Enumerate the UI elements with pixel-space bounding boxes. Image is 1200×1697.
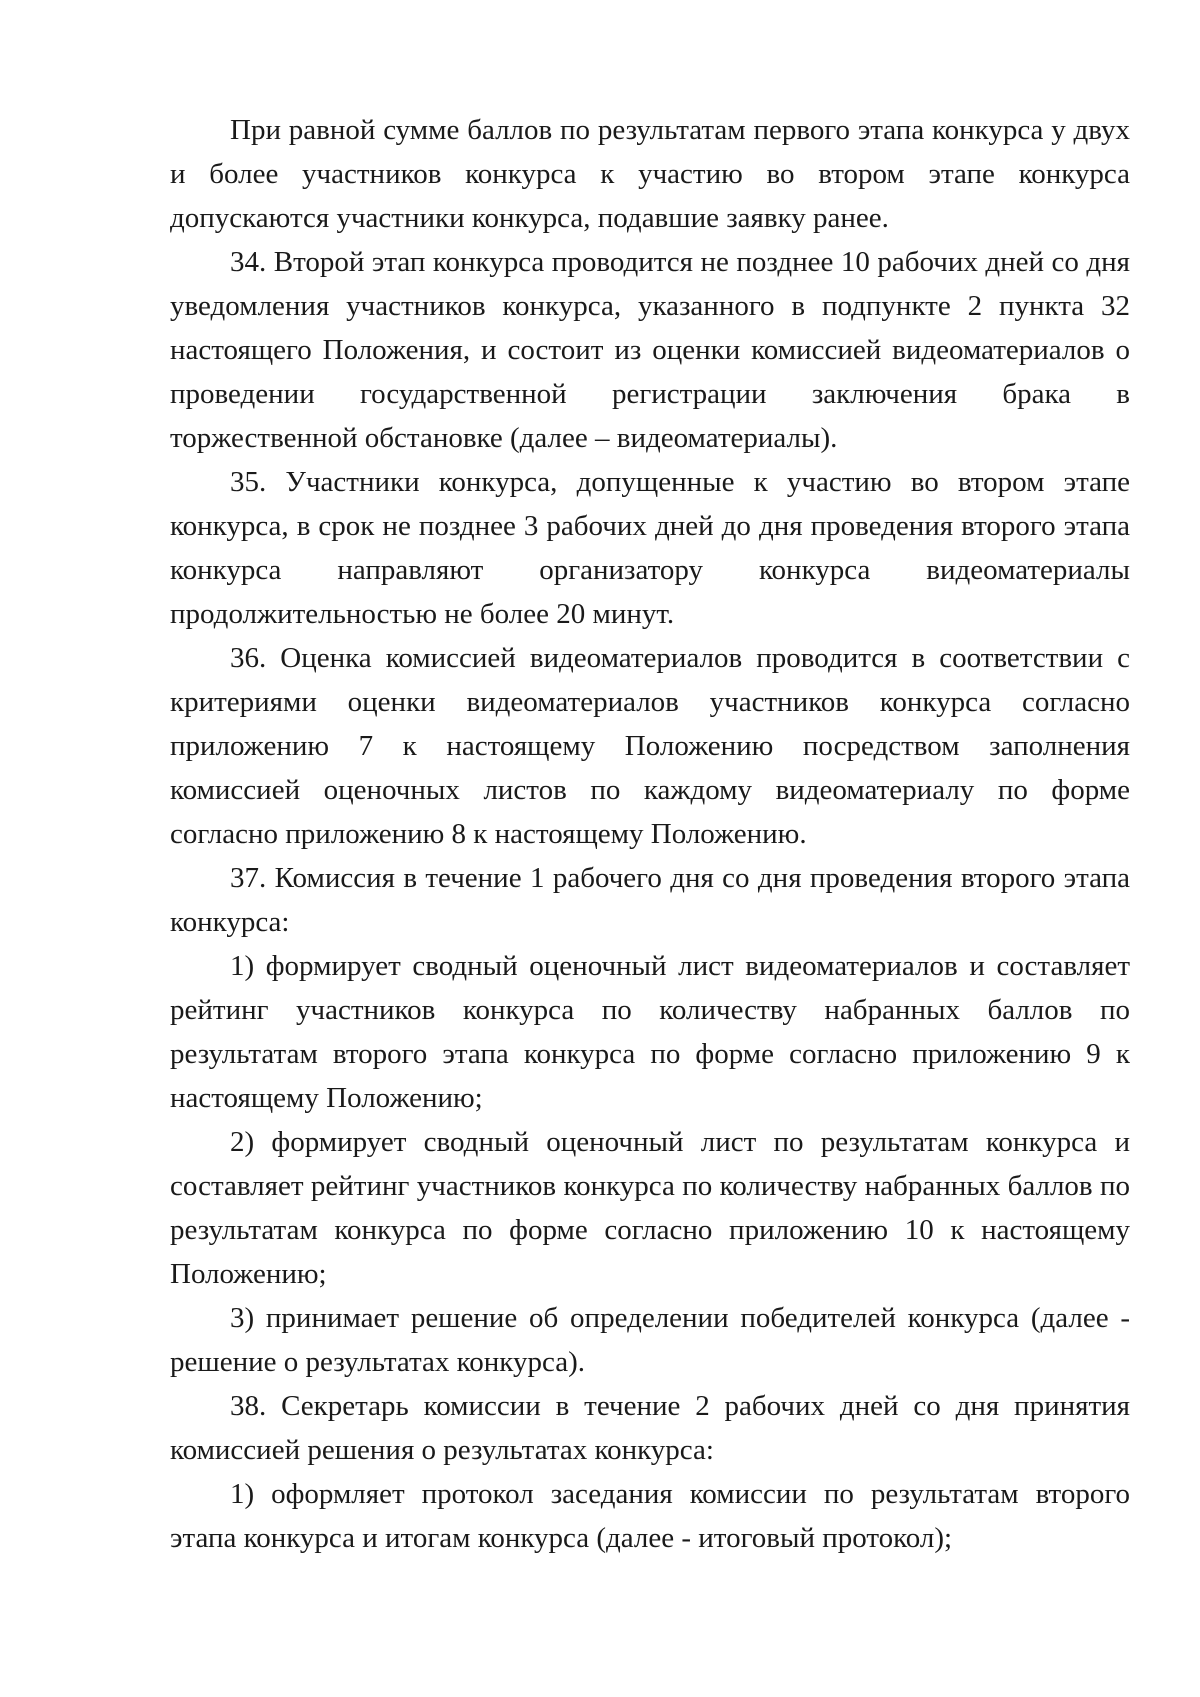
paragraph-36: 36. Оценка комиссией видеоматериалов проводится в соответствии с критериями оценки видеоматериалов участников конкурса согласно приложению 7 к настоящему Положению посредством заполнения комиссией оценочных листов по каждому видеоматериалу по форме согласно приложению 8 к настоящему Положению.: [170, 642, 1130, 850]
paragraph-37: 37. Комиссия в течение 1 рабочего дня со дня проведения второго этапа конкурса:: [170, 862, 1130, 938]
paragraph-35: 35. Участники конкурса, допущенные к участию во втором этапе конкурса, в срок не позднее 3 рабочих дней до дня проведения второго этапа конкурса направляют организатору конкурса видеоматериалы продолжительностью не более 20 минут.: [170, 466, 1130, 630]
paragraph-37-item-3: 3) принимает решение об определении победителей конкурса (далее - решение о результатах конкурса).: [170, 1302, 1130, 1378]
paragraph-37-item-2: 2) формирует сводный оценочный лист по результатам конкурса и составляет рейтинг участников конкурса по количеству набранных баллов по результатам конкурса по форме согласно приложению 10 к настоящему Положению;: [170, 1126, 1130, 1290]
paragraph-34: 34. Второй этап конкурса проводится не позднее 10 рабочих дней со дня уведомления участников конкурса, указанного в подпункте 2 пункта 32 настоящего Положения, и состоит из оценки комиссией видеоматериалов о проведении государственной регистрации заключения брака в торжественной обстановке (далее – видеоматериалы).: [170, 246, 1130, 454]
document-body: [170, 108, 1130, 1560]
paragraph-38-item-1: 1) оформляет протокол заседания комиссии по результатам второго этапа конкурса и итогам конкурса (далее - итоговый протокол);: [170, 1478, 1130, 1554]
paragraph-37-item-1: 1) формирует сводный оценочный лист видеоматериалов и составляет рейтинг участников конкурса по количеству набранных баллов по результатам второго этапа конкурса по форме согласно приложению 9 к настоящему Положению;: [170, 950, 1130, 1114]
paragraph-tie-rule: При равной сумме баллов по результатам первого этапа конкурса у двух и более участников конкурса к участию во втором этапе конкурса допускаются участники конкурса, подавшие заявку ранее.: [170, 114, 1130, 234]
paragraph-38: 38. Секретарь комиссии в течение 2 рабочих дней со дня принятия комиссией решения о результатах конкурса:: [170, 1390, 1130, 1466]
